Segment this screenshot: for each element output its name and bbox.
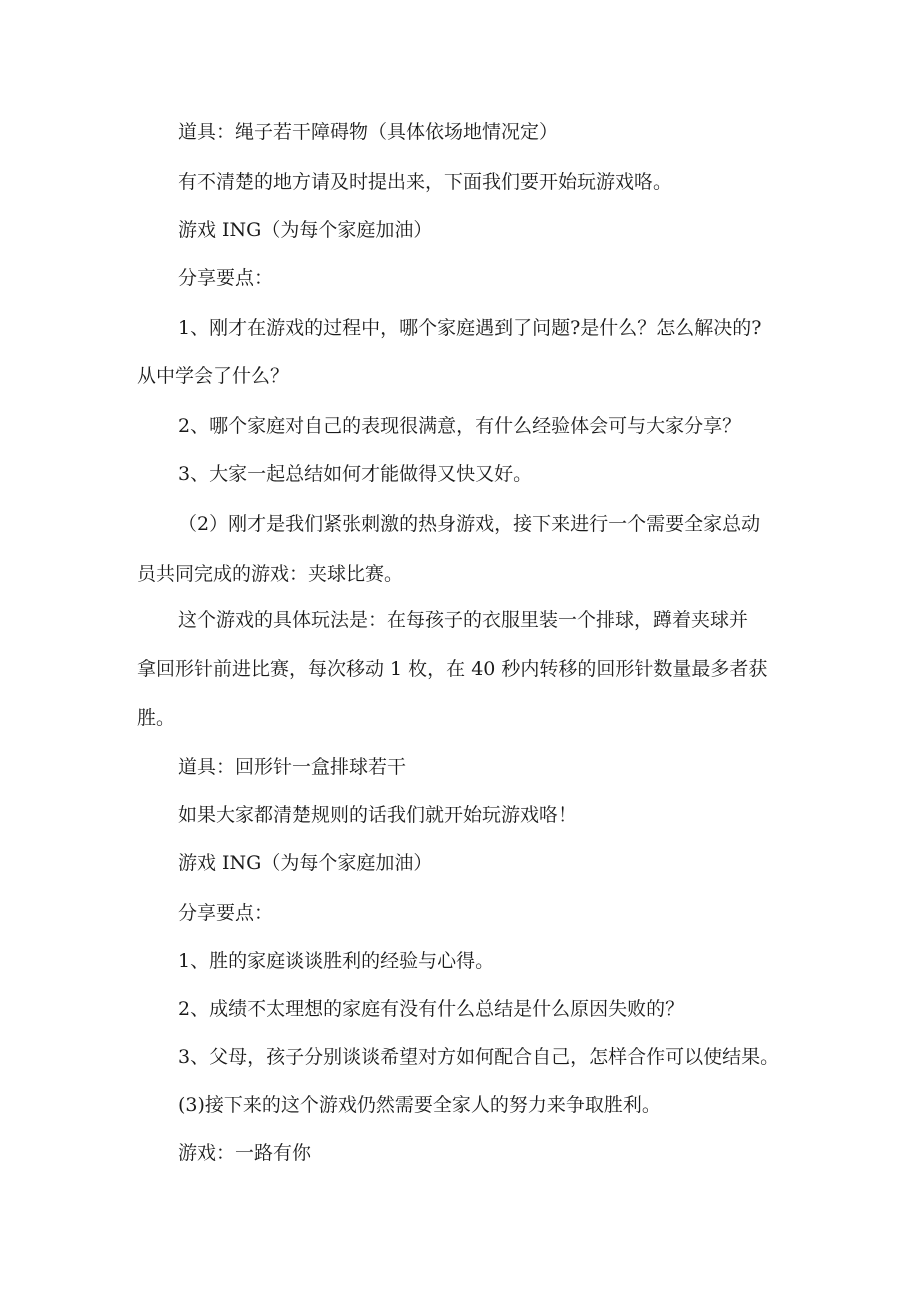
text-line: 如果大家都清楚规则的话我们就开始玩游戏咯！ bbox=[178, 804, 578, 826]
text-line: 员共同完成的游戏：夹球比赛。 bbox=[137, 563, 404, 585]
text-line: 3、父母，孩子分别谈谈希望对方如何配合自己，怎样合作可以使结果。 bbox=[178, 1046, 780, 1068]
text-line: 道具：回形针一盒排球若干 bbox=[178, 756, 407, 778]
text-line: 2、成绩不太理想的家庭有没有什么总结是什么原因失败的？ bbox=[178, 998, 685, 1020]
text-line: 分享要点： bbox=[178, 902, 274, 924]
text-line: 3、大家一起总结如何才能做得又快又好。 bbox=[178, 463, 533, 485]
text-line: (3)接下来的这个游戏仍然需要全家人的努力来争取胜利。 bbox=[178, 1094, 661, 1116]
text-line: 胜。 bbox=[137, 707, 176, 729]
text-line: 游戏 ING（为每个家庭加油） bbox=[178, 219, 433, 241]
text-line: 这个游戏的具体玩法是：在每孩子的衣服里装一个排球，蹲着夹球并 bbox=[178, 609, 749, 631]
text-line: 拿回形针前进比赛，每次移动 1 枚，在 40 秒内转移的回形针数量最多者获 bbox=[137, 658, 768, 680]
text-line: 道具：绳子若干障碍物（具体依场地情况定） bbox=[178, 121, 559, 143]
text-line: 1、刚才在游戏的过程中，哪个家庭遇到了问题?是什么？怎么解决的? bbox=[178, 317, 762, 339]
text-line: 1、胜的家庭谈谈胜利的经验与心得。 bbox=[178, 950, 495, 972]
text-line: 游戏 ING（为每个家庭加油） bbox=[178, 852, 433, 874]
text-line: 有不清楚的地方请及时提出来，下面我们要开始玩游戏咯。 bbox=[178, 171, 673, 193]
text-line: （2）刚才是我们紧张刺激的热身游戏，接下来进行一个需要全家总动 bbox=[178, 513, 761, 535]
text-line: 2、哪个家庭对自己的表现很满意，有什么经验体会可与大家分享？ bbox=[178, 415, 742, 437]
text-line: 游戏：一路有你 bbox=[178, 1142, 312, 1164]
text-line: 分享要点： bbox=[178, 267, 274, 289]
text-line: 从中学会了什么？ bbox=[137, 365, 290, 387]
